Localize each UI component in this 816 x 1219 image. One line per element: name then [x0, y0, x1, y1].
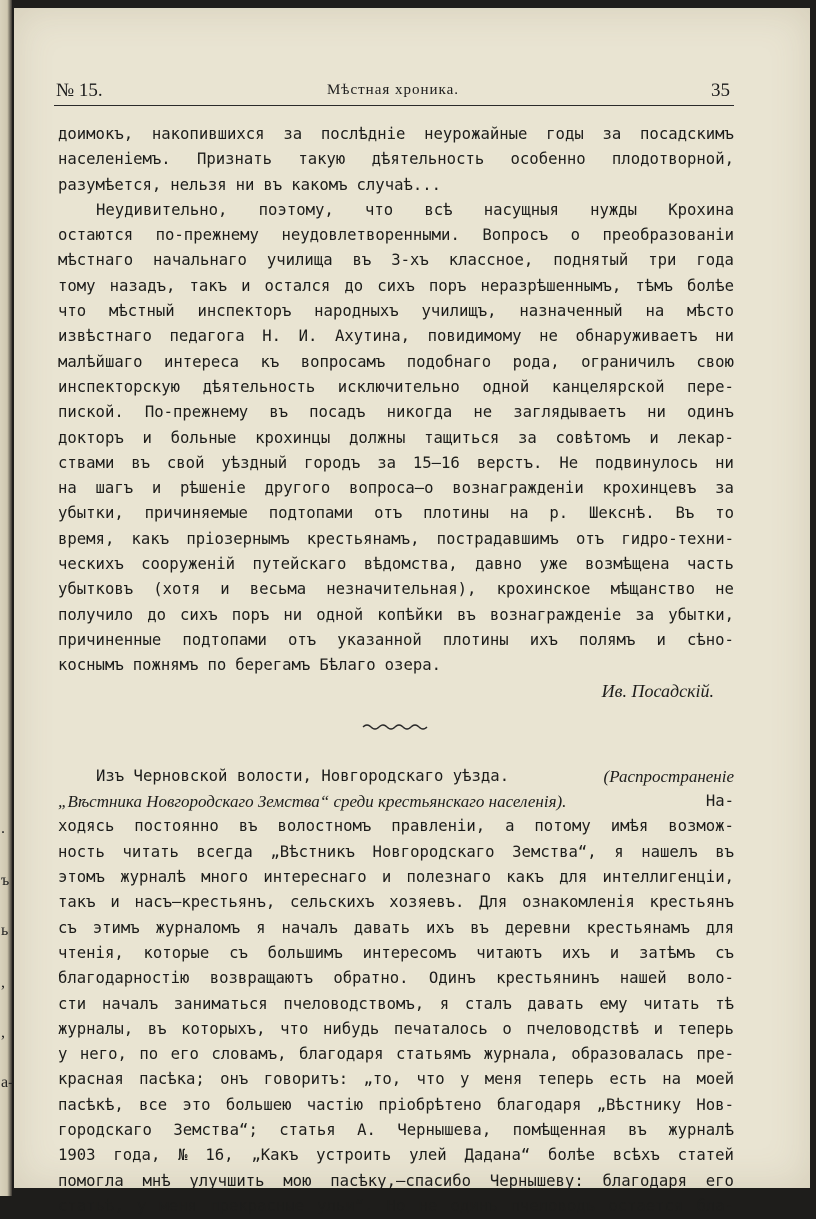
article-krokhino-part1	[58, 122, 734, 198]
text-line: причиненные подтопами отъ указанной плотины ихъ полямъ и сѣно-	[58, 630, 734, 649]
text-line: докторъ и больные крохинцы должны тащиться за совѣтомъ и лекар-	[58, 428, 734, 447]
text-line: малѣйшаго интереса къ вопросамъ подобнаго рода, ограничилъ свою	[58, 352, 734, 371]
text-line: убытковъ (хотя и весьма незначительная), крохинское мѣщанство не	[58, 580, 734, 599]
text-line: ходясь постоянно въ волостномъ правленіи, а потому имѣя возмож-	[58, 817, 734, 836]
text-line: красная пасѣка; онъ говоритъ: „то, что у меня теперь есть на моей	[58, 1070, 734, 1089]
margin-mark: .	[1, 820, 5, 837]
text-line: убытки, причиняемые подтопами отъ плотины на р. Шекснѣ. Въ то	[58, 504, 734, 523]
text-line: извѣстнаго педагога Н. И. Ахутина, повидимому не обнаруживаетъ ни	[58, 327, 734, 346]
text-line: съ этимъ журналомъ я началъ давать ихъ въ деревни крестьянамъ для	[58, 918, 734, 937]
page-body	[58, 122, 734, 1219]
adjacent-page-marks	[0, 820, 12, 1140]
text-line: ствами въ свой уѣздный городъ за 15—16 верстъ. Не подвинулось ни	[58, 453, 734, 472]
text-line: Неудивительно, поэтому, что всѣ насущныя нужды Крохина	[96, 200, 734, 219]
text-line: что мѣстный инспекторъ народныхъ училищъ, назначенный на мѣсто	[58, 302, 734, 321]
margin-mark: ,	[1, 974, 5, 991]
text-line: тому назадъ, такъ и остался до сихъ поръ неразрѣшеннымъ, тѣмъ болѣе	[58, 276, 734, 295]
text-line: доимокъ, накопившихся за послѣдніе неурожайные годы за посадскимъ	[58, 125, 734, 143]
article-subheading-line	[58, 789, 734, 814]
text-line: такъ и насъ—крестьянъ, сельскихъ хозяевъ. Для ознакомленія крестьянъ	[58, 893, 734, 912]
margin-mark: ,	[1, 1024, 5, 1041]
section-title: Мѣстная хроника.	[326, 82, 460, 98]
text-line: остаются по-прежнему неудовлетворенными. Вопросъ о преобразованіи	[58, 226, 734, 245]
article-heading: Изъ Черновской волости, Новгородскаго уѣзда.	[96, 766, 510, 785]
margin-mark: а-	[1, 1074, 14, 1091]
text-line: время, какъ пріозернымъ крестьянамъ, пострадавшимъ отъ гидро-техни-	[58, 529, 734, 548]
running-header	[56, 74, 730, 104]
issue-number: № 15.	[56, 80, 103, 101]
article-heading-line	[58, 764, 734, 789]
header-rule	[54, 105, 734, 106]
text-line: ческихъ сооруженій путейскаго вѣдомства, давно уже возмѣщена часть	[58, 555, 734, 574]
text-line: сти началъ заниматься пчеловодствомъ, я сталъ давать ему читать тѣ	[58, 994, 734, 1013]
text-line: помогла мнѣ улучшить мою пасѣку,—спасибо Чернышеву: благодаря его	[58, 1171, 734, 1190]
text-line: у него, по его словамъ, благодаря статьямъ журнала, образовалась пре-	[58, 1045, 734, 1064]
author-signature: Ив. Посадскій.	[601, 680, 714, 701]
text-fragment: На-	[705, 792, 734, 811]
page-number: 35	[711, 80, 730, 101]
margin-mark: ъ	[1, 872, 10, 889]
text-line: ность читать всегда „Вѣстникъ Новгородскаго Земства“, я нашелъ въ	[58, 842, 734, 861]
section-divider	[58, 704, 734, 750]
text-line: статьѣ, у меня прекрасные ульи“. Но не одинъ пчеловодъ остается бла-	[58, 1196, 734, 1215]
text-line: 1903 года, № 16, „Какъ устроить улей Дадана“ болѣе всѣхъ статей	[58, 1146, 734, 1165]
text-line: чтенія, которые съ большимъ интересомъ читаютъ ихъ и затѣмъ съ	[58, 943, 734, 962]
text-line: журналы, въ которыхъ, что нибудь печаталось о пчеловодствѣ и теперь	[58, 1019, 734, 1038]
text-line: пасѣкѣ, все это большею частію пріобрѣтено благодаря „Вѣстнику Нов-	[58, 1095, 734, 1114]
text-line: населеніемъ. Признать такую дѣятельность особенно плодотворной,	[58, 150, 734, 169]
text-line: мѣстнаго начальнаго училища въ 3-хъ классное, поднятый три года	[58, 251, 734, 270]
article-subheading: „Вѣстника Новгородскаго Земства“ среди крестьянскаго населенія).	[58, 792, 567, 812]
text-line: на шагъ и рѣшеніе другого вопроса—о вознагражденіи крохинцевъ за	[58, 479, 734, 498]
page	[14, 8, 810, 1215]
article-krokhino-part2	[58, 198, 734, 679]
wavy-divider-icon	[361, 722, 431, 732]
text-line: получило до сихъ поръ ни одной копѣйки въ вознагражденіе за убытки,	[58, 605, 734, 624]
text-line: городскаго Земства“; статья А. Чернышева, помѣщенная въ журналѣ	[58, 1120, 734, 1139]
text-line: коснымъ пожнямъ по берегамъ Бѣлаго озера.	[58, 656, 442, 675]
text-line: разумѣется, нельзя ни въ какомъ случаѣ...	[58, 175, 442, 194]
text-line: этомъ журналѣ много интереснаго и полезнаго какъ для интеллигенціи,	[58, 868, 734, 887]
article-subheading-start: (Распространеніе	[603, 766, 734, 786]
text-line: инспекторскую дѣятельность исключительно одной канцелярской пере-	[58, 377, 734, 396]
article-chernovskaya	[58, 814, 734, 1219]
text-line: благодарностію возвращаютъ обратно. Одинъ крестьянинъ нашей воло-	[58, 969, 734, 988]
text-line: пиской. По-прежнему въ посадъ никогда не заглядываетъ ни одинъ	[58, 403, 734, 422]
margin-mark: ь	[1, 922, 9, 939]
